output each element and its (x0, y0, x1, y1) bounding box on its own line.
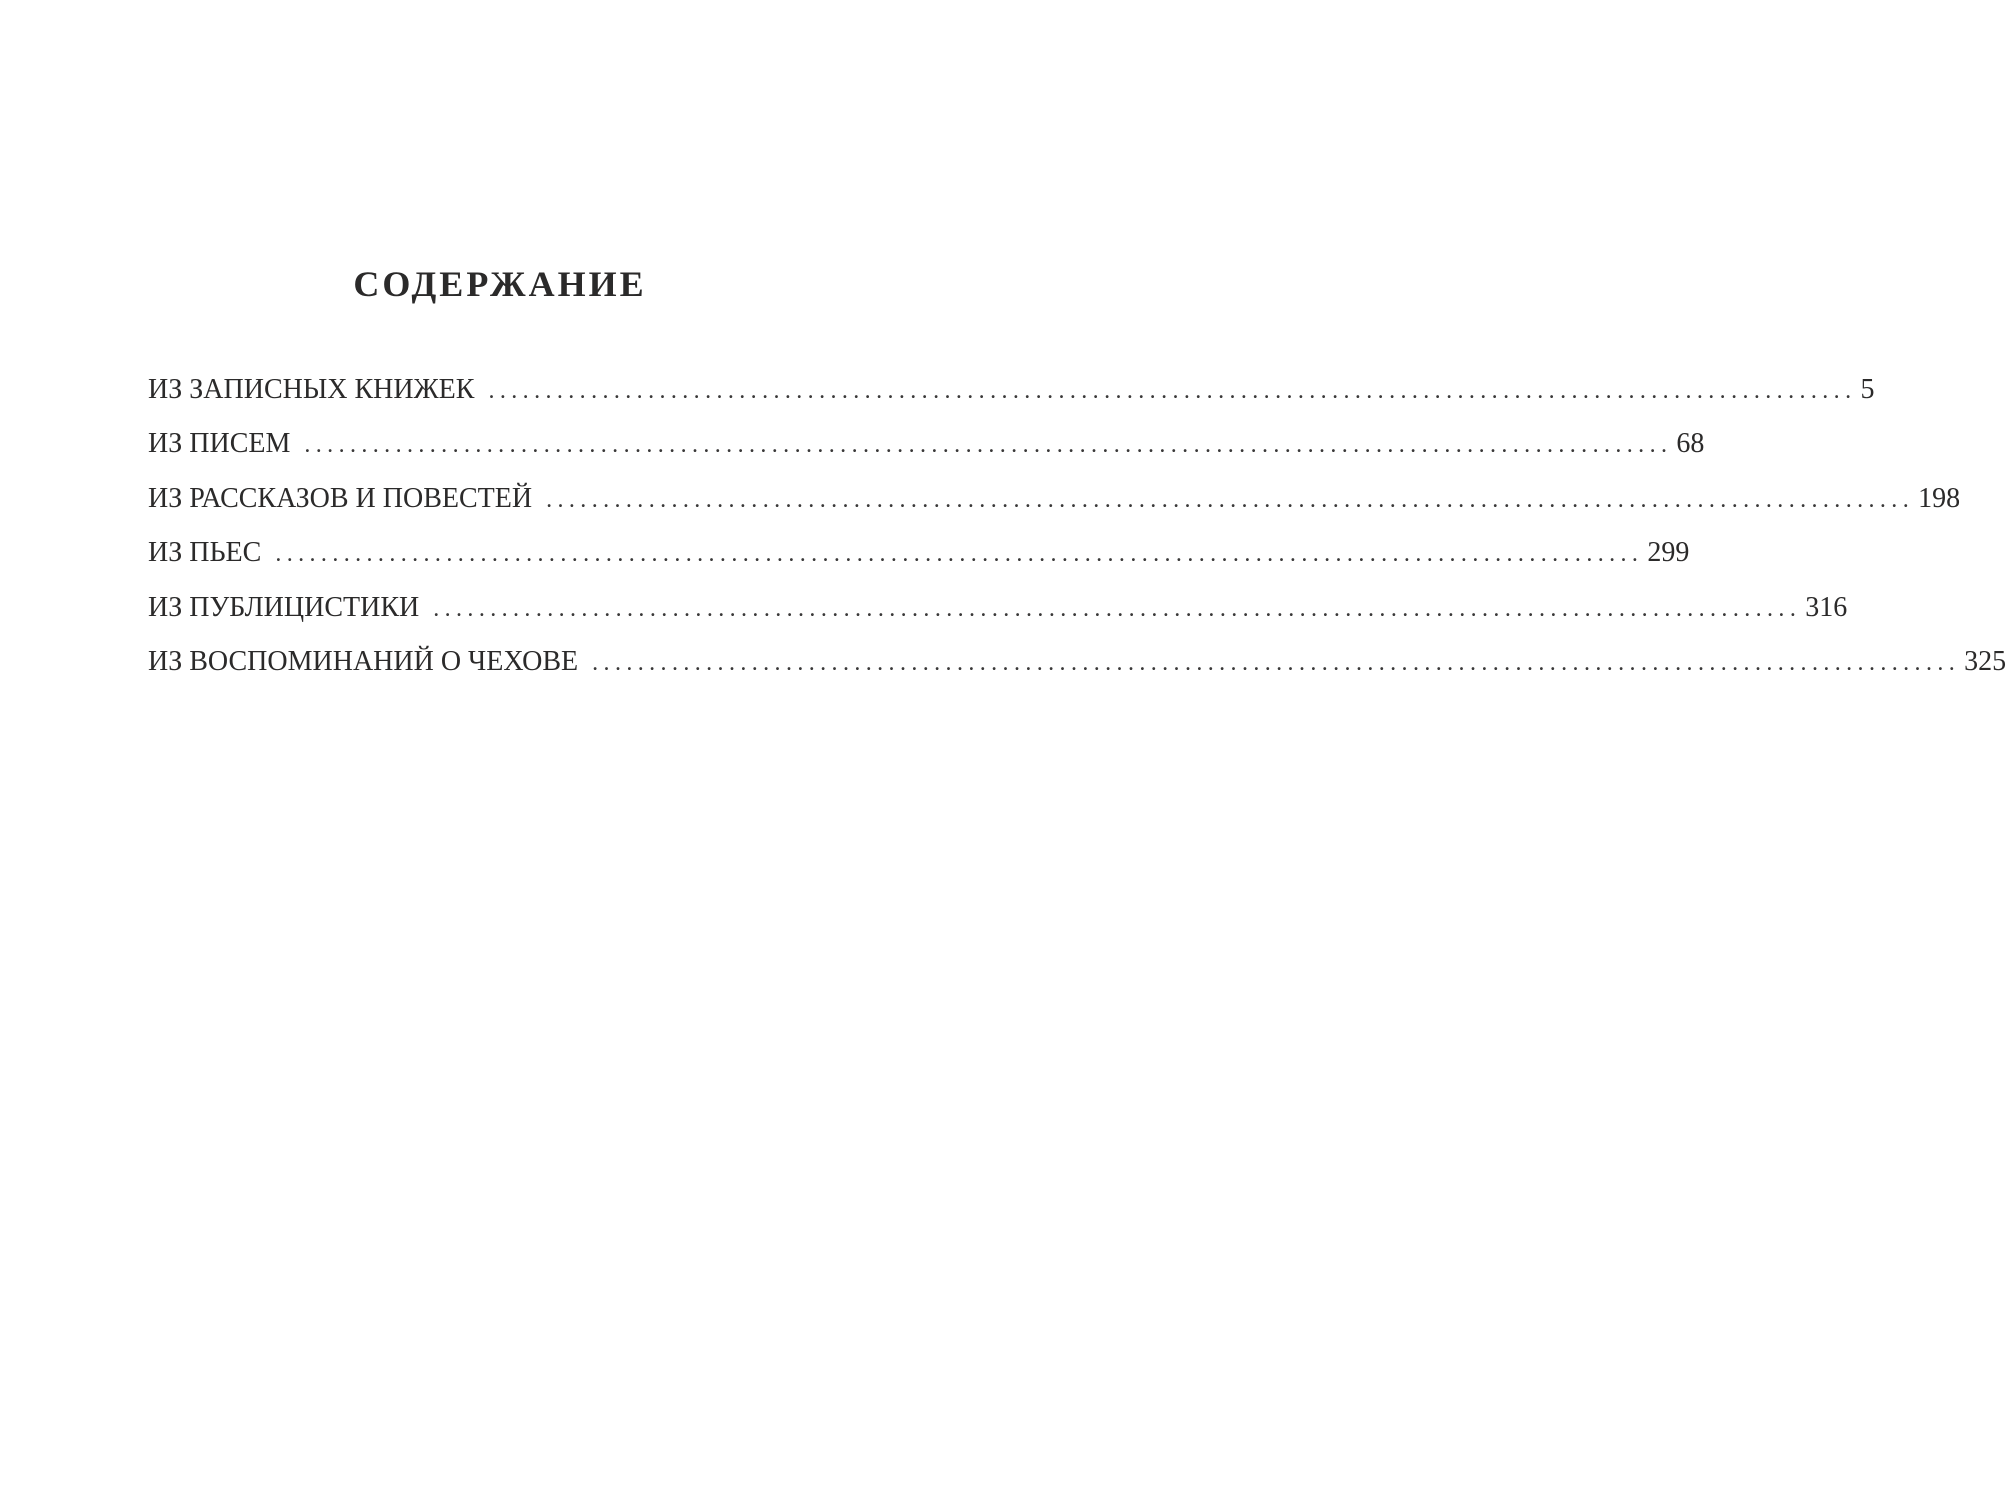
toc-page-number: 316 (1805, 591, 1848, 623)
toc-entry[interactable] (148, 417, 1705, 471)
toc-entry-title: ИЗ ПИСЕМ (148, 428, 291, 460)
leader-dots: ........................................................................................................................ (433, 595, 1802, 622)
toc-page-number: 299 (1647, 537, 1690, 569)
toc-entry-title: ИЗ ПУБЛИЦИСТИКИ (148, 591, 420, 623)
leader-dots: ........................................................................................................................ (546, 486, 1915, 513)
toc-entry-title: ИЗ ВОСПОМИНАНИЙ О ЧЕХОВЕ (148, 645, 579, 677)
toc-entry-title: ИЗ ЗАПИСНЫХ КНИЖЕК (148, 374, 475, 405)
toc-entry[interactable] (148, 581, 1848, 635)
toc-entry[interactable] (148, 526, 1690, 580)
toc-entry[interactable] (148, 472, 1961, 526)
page-title: СОДЕРЖАНИЕ (353, 264, 647, 304)
leader-dots: ........................................................................................................................ (592, 649, 1961, 676)
toc-entry[interactable] (148, 635, 2006, 689)
toc-page-number: 68 (1676, 428, 1705, 460)
leader-dots: ........................................................................................................................ (488, 378, 1857, 404)
toc-entry-title: ИЗ РАССКАЗОВ И ПОВЕСТЕЙ (148, 482, 533, 514)
toc-entry[interactable] (148, 363, 1875, 417)
table-of-contents (148, 363, 2006, 689)
leader-dots: ........................................................................................................................ (275, 541, 1644, 568)
leader-dots: ........................................................................................................................ (304, 432, 1673, 459)
toc-entry-title: ИЗ ПЬЕС (148, 537, 262, 569)
toc-page-number: 325 (1964, 645, 2006, 677)
toc-page-number: 198 (1918, 482, 1961, 514)
toc-page-number: 5 (1860, 374, 1875, 405)
